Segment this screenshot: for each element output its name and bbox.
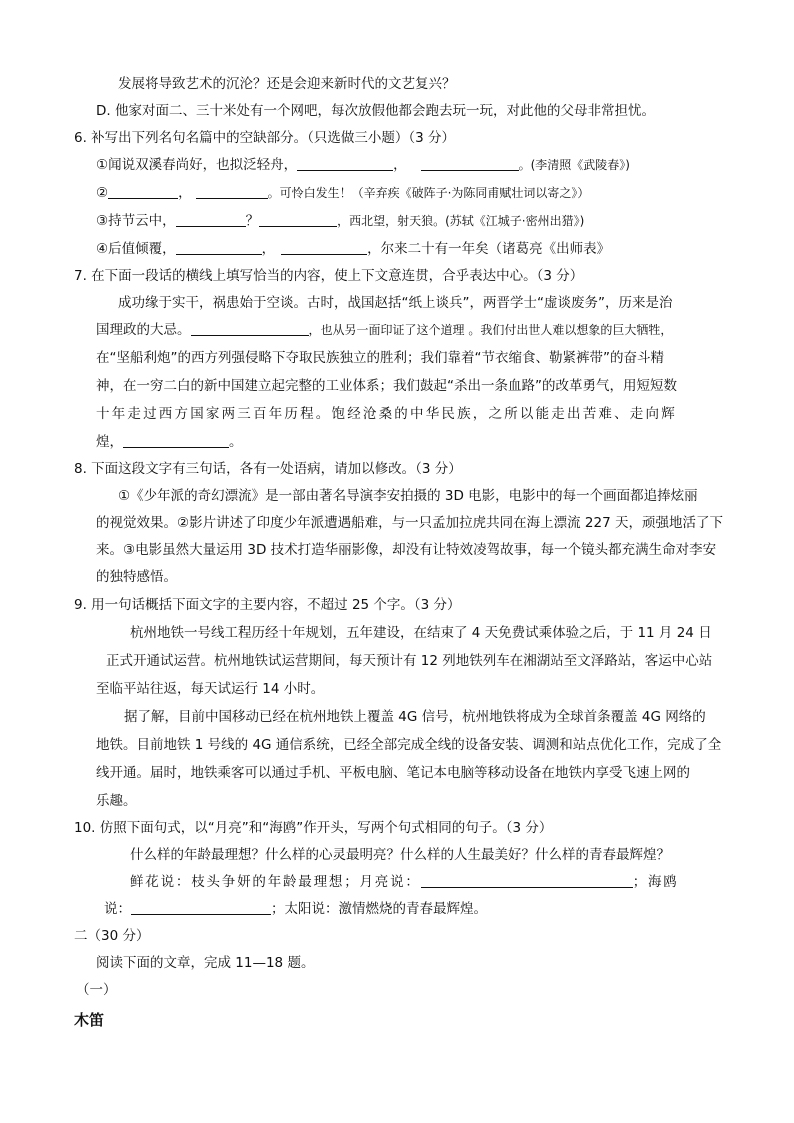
q6-item-4-sep: ， [261,241,276,257]
answer-blank[interactable] [259,212,337,227]
q6-item-1-source: 。(李清照《武陵春》) [518,158,630,172]
q10-stem: 10. 仿照下面句式，以“月亮”和“海鸥”作开头，写两个句式相同的句子。（3 分） [74,820,553,836]
answer-blank[interactable] [108,184,178,199]
q8-stem: 8. 下面这段文字有三句话，各有一处语病，请加以修改。（3 分） [74,461,462,477]
q9-line-7: 乐趣。 [96,793,137,809]
q8-line-1: ①《少年派的奇幻漂流》是一部由著名导演李安拍摄的 3D 电影，电影中的每一个画面都追捧炫丽 [118,488,698,504]
q7-line-2 [96,320,672,340]
answer-blank[interactable] [176,240,262,255]
answer-blank[interactable] [281,240,367,255]
q6-item-1 [96,155,630,175]
q8-line-2: 的视觉效果。②影片讲述了印度少年派遭遇船难，与一只孟加拉虎共同在海上漂流 227 天，顽强地活了下 [96,515,723,531]
q6-item-4-text: ④后值倾覆， [96,241,176,257]
q7-line-6-start: 煌， [96,434,123,450]
q9-line-6: 线开通。届时，地铁乘客可以通过手机、平板电脑、笔记本电脑等移动设备在地铁内享受飞速上网的 [96,765,690,781]
q7-line-5: 十年走过西方国家两三百年历程。饱经沧桑的中华民族，之所以能走出苦难、走向辉 [96,406,677,422]
q6-item-2-source: 。可怜白发生！（辛弃疾《破阵子·为陈同甫赋壮词以寄之》） [267,186,590,200]
section-2-part-label: （一） [76,982,117,998]
q7-line-4: 神，在一穷二白的新中国建立起完整的工业体系；我们鼓起“杀出一条血路”的改革勇气，用短短数 [96,378,677,394]
q5-option-b-continuation: 发展将导致艺术的沉沦？还是会迎来新时代的文艺复兴？ [118,76,456,92]
section-2-heading: 二（30 分） [74,928,150,944]
answer-blank[interactable] [176,212,246,227]
q6-stem: 6. 补写出下列名句名篇中的空缺部分。（只选做三小题）（3 分） [74,130,456,146]
q6-item-3-text: ③持节云中， [96,213,176,229]
q7-line-2-rest: ，也从另一面印证了这个道理 。我们付出世人难以想象的巨大牺牲， [308,323,673,337]
q6-item-3-sep: ？ [245,213,260,229]
answer-blank[interactable] [297,156,393,171]
q9-line-1: 杭州地铁一号线工程历经十年规划，五年建设，在结束了 4 天免费试乘体验之后，于 11 月 24 日 [130,625,712,641]
section-2-instruction: 阅读下面的文章，完成 11—18 题。 [96,955,315,971]
q7-line-3: 在“坚船利炮”的西方列强侵略下夺取民族独立的胜利；我们靠着“节衣缩食、勒紧裤带”的奋斗精 [96,350,664,366]
answer-blank[interactable] [421,873,633,888]
q10-line-3-end: ；太阳说：激情燃烧的青春最辉煌。 [271,901,487,917]
answer-blank[interactable] [131,900,271,915]
q6-item-2 [96,183,589,203]
answer-blank[interactable] [196,184,268,199]
q10-line-2-end: ；海鸥 [632,874,679,890]
q7-line-6 [96,432,243,452]
q6-item-2-text: ② [96,185,109,201]
q6-item-1-text: ①闻说双溪春尚好，也拟泛轻舟， [96,157,298,173]
q9-stem: 9. 用一句话概括下面文字的主要内容，不超过 25 个字。（3 分） [74,597,461,613]
answer-blank[interactable] [421,156,519,171]
q7-line-1: 成功缘于实干，祸患始于空谈。古时，战国赵括“纸上谈兵”，两晋学士“虚谈废务”，历来是治 [118,295,673,311]
q6-item-4-source: ，尔来二十有一年矣（诸葛亮《出师表》 [367,241,611,257]
q6-item-1-sep: ， [393,157,407,173]
q6-item-4 [96,239,610,259]
q7-stem: 7. 在下面一段话的横线上填写恰当的内容，使上下文意连贯，合乎表达中心。（3 分） [74,268,584,284]
q9-line-2: 正式开通试运营。杭州地铁试运营期间，每天预计有 12 列地铁列车在湘湖站至文泽路站，客运中心站 [106,653,713,669]
q7-line-6-end: 。 [229,434,243,450]
q10-line-2-start: 鲜花说：枝头争妍的年龄最理想；月亮说： [130,874,421,890]
q10-line-3-start: 说： [104,901,131,917]
article-title: 木笛 [74,1011,105,1029]
q8-line-3: 来。③电影虽然大量运用 3D 技术打造华丽影像，却没有让特效凌驾故事，每一个镜头都充满生命对李安 [96,542,717,558]
q10-line-1: 什么样的年龄最理想？什么样的心灵最明亮？什么样的人生最美好？什么样的青春最辉煌？ [130,847,670,863]
answer-blank[interactable] [191,321,309,336]
q6-item-3 [96,211,584,231]
q7-line-2-start: 国理政的大忌。 [96,322,191,338]
q9-line-3: 至临平站往返，每天试运行 14 小时。 [96,681,325,697]
q6-item-3-source: ，西北望，射天狼。(苏轼《江城子·密州出猎》) [337,214,585,228]
q9-line-4: 据了解，目前中国移动已经在杭州地铁上覆盖 4G 信号，杭州地铁将成为全球首条覆盖 4G 网络的 [124,709,706,725]
q5-option-d: D. 他家对面二、三十米处有一个网吧，每次放假他都会跑去玩一玩，对此他的父母非常担忧。 [96,103,655,119]
q10-line-3 [104,899,487,919]
q9-line-5: 地铁。目前地铁 1 号线的 4G 通信系统，已经全部完成全线的设备安装、调测和站点优化工作，完成了全 [96,737,722,753]
q8-line-4: 的独特感悟。 [96,569,177,585]
q10-line-2 [130,872,679,892]
q6-item-2-sep: ， [178,185,192,201]
answer-blank[interactable] [123,433,229,448]
